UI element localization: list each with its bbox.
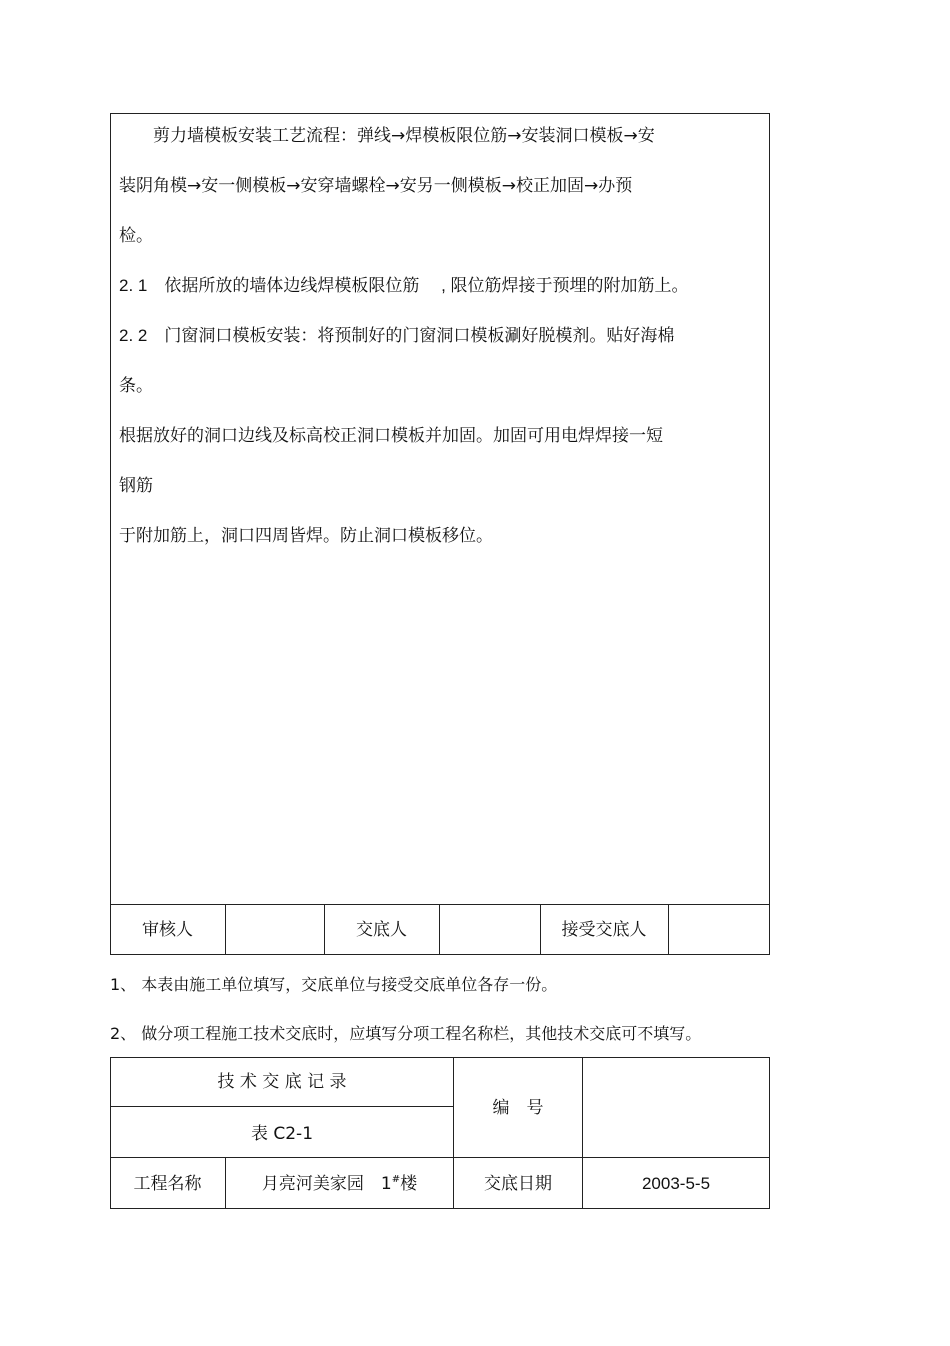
- reviewer-label: 审核人: [142, 920, 193, 940]
- receiver-label: 接受交底人: [561, 920, 647, 940]
- column-divider: [439, 904, 440, 955]
- content-line-6: 条。: [119, 376, 153, 396]
- row-divider: [110, 1106, 454, 1107]
- content-line-1: 剪力墙模板安装工艺流程：弹线→焊模板限位筋→安装洞口模板→安: [119, 126, 655, 146]
- number-label: 编 号: [492, 1098, 544, 1118]
- content-line-5: 2. 2 门窗洞口模板安装：将预制好的门窗洞口模板涮好脱模剂。贴好海棉: [119, 326, 675, 345]
- project-name-text: 月亮河美家园 1: [261, 1174, 392, 1194]
- content-line-2: 装阴角模→安一侧模板→安穿墙螺栓→安另一侧模板→校正加固→办预: [119, 176, 633, 196]
- project-name-suffix: 楼: [400, 1174, 418, 1194]
- note-1: 1、 本表由施工单位填写，交底单位与接受交底单位各存一份。: [110, 975, 558, 994]
- note-2: 2、 做分项工程施工技术交底时，应填写分项工程名称栏，其他技术交底可不填写。: [110, 1024, 702, 1043]
- row-divider: [110, 904, 770, 905]
- column-divider: [225, 904, 226, 955]
- content-line-8: 钢筋: [119, 476, 153, 496]
- content-line-4: 2. 1 依据所放的墙体边线焊模板限位筋 , 限位筋焊接于预埋的附加筋上。: [119, 276, 689, 295]
- form-title: 技 术 交 底 记 录: [217, 1072, 347, 1092]
- project-name-label: 工程名称: [133, 1174, 202, 1194]
- content-line-3: 检。: [119, 226, 153, 246]
- project-name-value: [226, 1174, 453, 1194]
- content-line-7: 根据放好的洞口边线及标高校正洞口模板并加固。加固可用电焊焊接一短: [119, 426, 663, 446]
- discloser-label: 交底人: [356, 920, 407, 940]
- column-divider: [668, 904, 669, 955]
- content-line-9: 于附加筋上，洞口四周皆焊。防止洞口模板移位。: [119, 526, 493, 546]
- form-code: 表 C2-1: [250, 1124, 314, 1144]
- date-label: 交底日期: [484, 1174, 552, 1194]
- project-name-sup: #: [391, 1174, 401, 1185]
- date-value: 2003-5-5: [641, 1174, 711, 1193]
- row-divider: [110, 1157, 770, 1158]
